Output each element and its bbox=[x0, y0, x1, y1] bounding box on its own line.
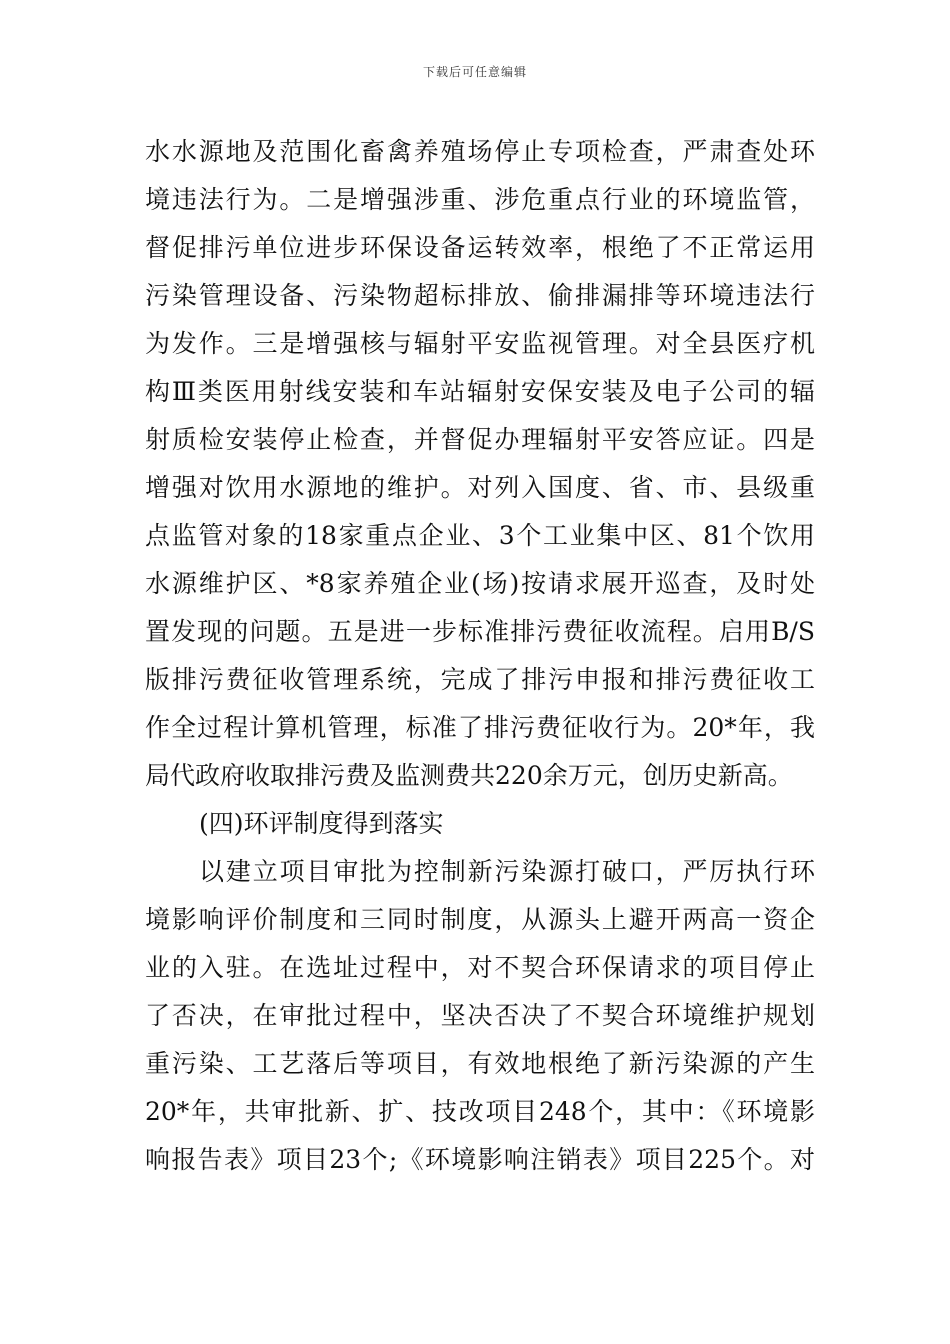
text-line: 业的入驻。在选址过程中，对不契合环保请求的项目停止 bbox=[145, 953, 815, 982]
text-line: 境违法行为。二是增强涉重、涉危重点行业的环境监管， bbox=[145, 185, 815, 214]
text-line: 水源维护区、*8家养殖企业(场)按请求展开巡查，及时处 bbox=[145, 569, 815, 598]
page-header: 下载后可任意编辑 bbox=[422, 65, 527, 79]
text-line: 点监管对象的18家重点企业、3个工业集中区、81个饮用 bbox=[145, 521, 815, 550]
document-body bbox=[145, 128, 815, 1184]
text-line: 局代政府收取排污费及监测费共220余万元，创历史新高。 bbox=[145, 761, 793, 790]
text-line: 重污染、工艺落后等项目，有效地根绝了新污染源的产生 bbox=[145, 1049, 815, 1078]
text-line: 20*年，共审批新、扩、技改项目248个，其中：《环境影 bbox=[145, 1097, 815, 1126]
text-line: 了否决，在审批过程中，坚决否决了不契合环境维护规划 bbox=[145, 1001, 815, 1030]
text-line: 响报告表》项目23个;《环境影响注销表》项目225个。对 bbox=[145, 1145, 815, 1174]
text-line: 置发现的问题。五是进一步标准排污费征收流程。启用B/S bbox=[145, 617, 815, 646]
text-line: 水水源地及范围化畜禽养殖场停止专项检查，严肃查处环 bbox=[145, 137, 815, 166]
text-line: 增强对饮用水源地的维护。对列入国度、省、市、县级重 bbox=[145, 473, 815, 502]
section-heading: (四)环评制度得到落实 bbox=[199, 809, 444, 838]
text-line: 构Ⅲ类医用射线安装和车站辐射安保安装及电子公司的辐 bbox=[145, 377, 815, 406]
text-line: 以建立项目审批为控制新污染源打破口，严厉执行环 bbox=[199, 857, 815, 886]
text-line: 境影响评价制度和三同时制度，从源头上避开两高一资企 bbox=[145, 905, 815, 934]
text-line: 为发作。三是增强核与辐射平安监视管理。对全县医疗机 bbox=[145, 329, 815, 358]
text-line: 射质检安装停止检查，并督促办理辐射平安答应证。四是 bbox=[145, 425, 815, 454]
text-line: 督促排污单位进步环保设备运转效率，根绝了不正常运用 bbox=[145, 233, 815, 262]
text-line: 作全过程计算机管理，标准了排污费征收行为。20*年，我 bbox=[145, 713, 815, 742]
text-line: 版排污费征收管理系统，完成了排污申报和排污费征收工 bbox=[145, 665, 815, 694]
text-line: 污染管理设备、污染物超标排放、偷排漏排等环境违法行 bbox=[145, 281, 815, 310]
